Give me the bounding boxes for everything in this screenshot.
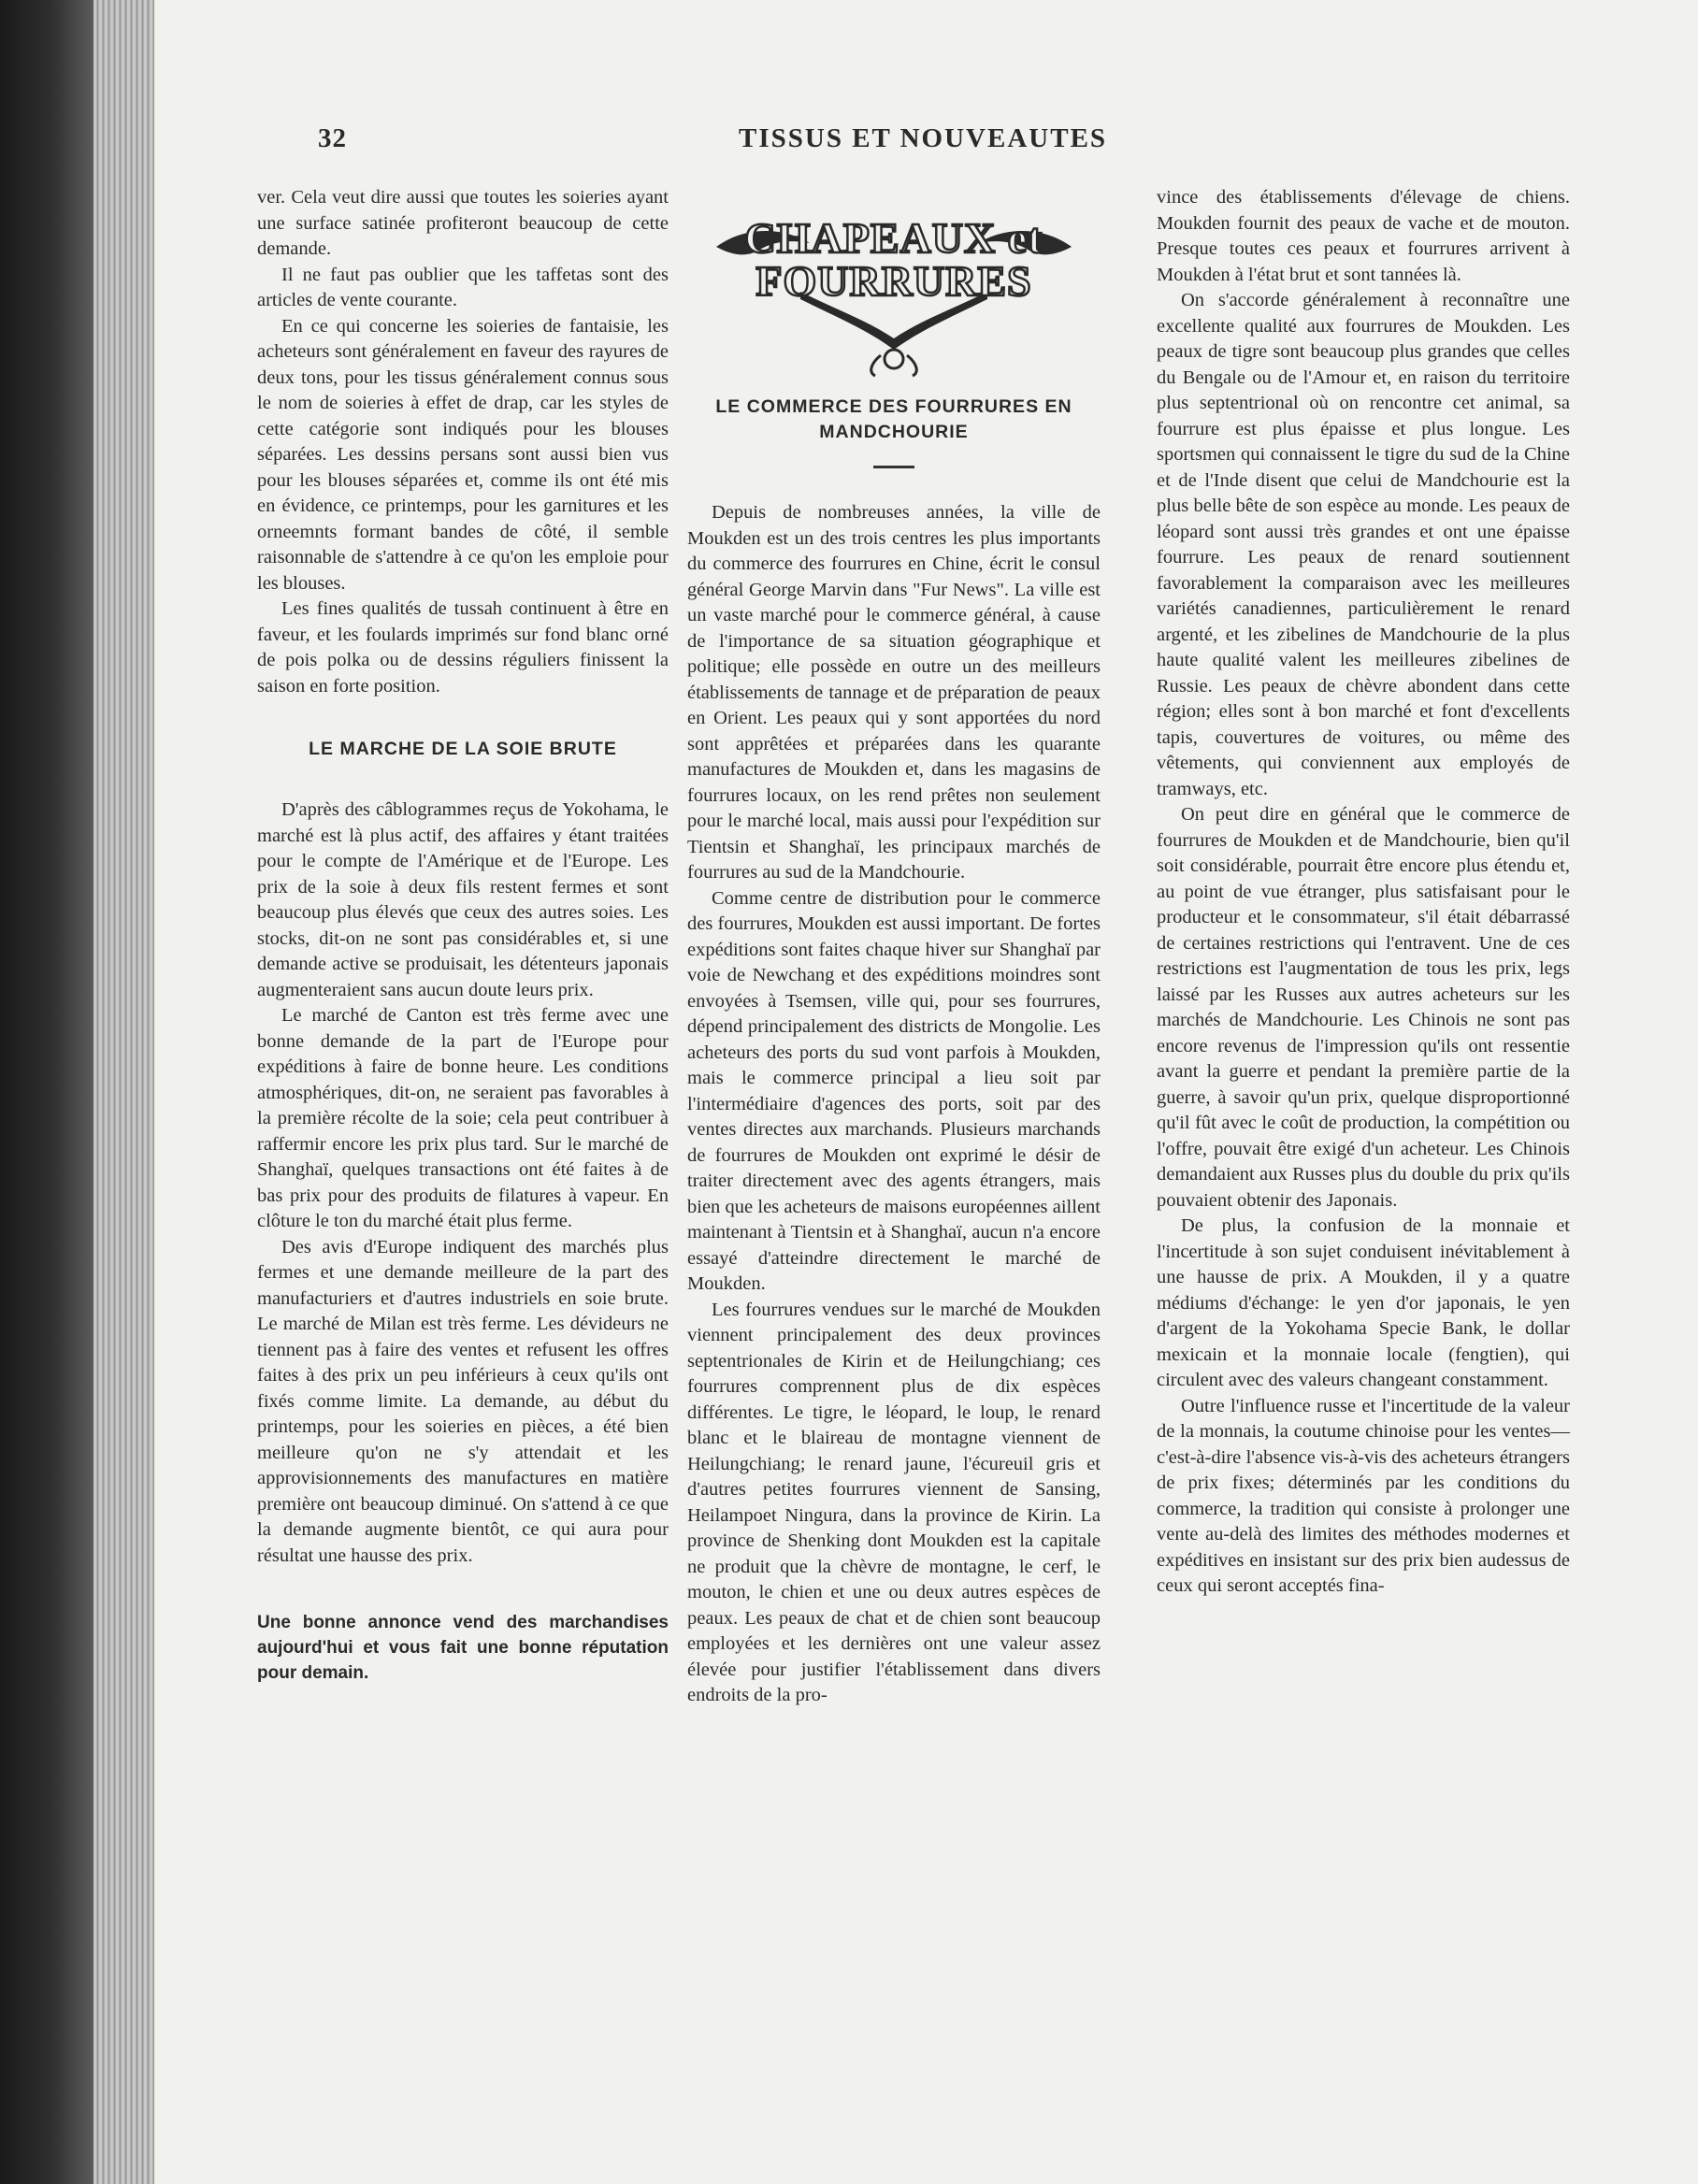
paragraph: On s'accorde généralement à reconnaître une excellente qualité aux fourrures de Moukden. Les peaux de tigre sont beaucoup plus grandes que celles du Bengale ou de l'Amour et, en raison du territoire plus septentrional où on rencontre cet animal, sa fourrure est plus épaisse et plus longue. Les sportsmen qui connaissent le tigre du sud de la Chine et de l'Inde disent que celui de Mandchourie est la plus belle bête de son espèce au monde. Les peaux de léopard sont aussi très grandes et ont une épaisse fourrure. Les peaux de renard soutiennent favorablement la comparaison avec les meilleures variétés canadiennes, particulièrement le renard argenté, et les zibelines de Mandchourie de la plus haute qualité valent les meilleures zibelines de Russie. Les peaux de chèvre abondent dans cette région; elles sont à bon marché et font d'excellents tapis, couvertures de voitures, ou même des vêtements, qui conviennent aux employés de tramways, etc. — [1157, 290, 1570, 799]
paragraph: Il ne faut pas oublier que les taffetas sont des articles de vente courante. — [257, 264, 669, 310]
paragraph: ver. Cela veut dire aussi que toutes les soieries ayant une surface satinée profiteront beaucoup de cette demande. — [257, 187, 669, 259]
paragraph: On peut dire en général que le commerce de fourrures de Moukden et de Mandchourie, bien qu'il soit considérable, pourrait être encore plus étendu et, au point de vue étranger, plus satisfaisant pour le producteur et le consommateur, s'il était débarrassé de certaines restrictions qui l'entravent. Une de ces restrictions est l'augmentation de tous les prix, legs laissé par les Russes aux autres acheteurs sur les marchés de Mandchourie. Les Chinois ne sont pas encore revenus de l'impression qu'ils ont ressentie avant la guerre et pendant la première partie de la guerre, à savoir qu'un prix, quelque disproportionné qu'il fût avec le coût de production, la compétition ou l'offre, pouvait être exigé d'un acheteur. Les Chinois demandaient aux Russes plus du double du prix qu'ils pouvaient obtenir des Japonais. — [1157, 804, 1570, 1211]
paragraph: De plus, la confusion de la monnaie et l'incertitude à son sujet conduisent inévitablement à une hausse de prix. A Moukden, il y a quatre médiums d'échange: le yen d'or japonais, le yen d'argent de la Yokohama Specie Bank, le dollar mexicain et la monnaie locale (fengtien), qui circulent avec des valeurs changeant constamment. — [1157, 1215, 1570, 1390]
paragraph: D'après des câblogrammes reçus de Yokohama, le marché est là plus actif, des affaires y étant traitées pour le compte de l'Amérique et de l'Europe. Les prix de la soie à deux fils restent fermes et sont beaucoup plus élevés que ceux des autres soies. Les stocks, dit-on ne sont pas considérables et, si une demande active se produisait, les détenteurs japonais augmenteraient sans aucun doute leurs prix. — [257, 799, 669, 1000]
ornamental-banner-graphic — [707, 198, 1081, 381]
section-title-soie-brute: LE MARCHE DE LA SOIE BRUTE — [309, 739, 617, 759]
page-header — [318, 123, 1281, 161]
paragraph: Comme centre de distribution pour le commerce des fourrures, Moukden est aussi important. De fortes expéditions sont faites chaque hiver sur Shanghaï par voie de Newchang et des expéditions moindres sont envoyées à Tsemsen, ville qui, pour ses fourrures, dépend principalement des districts de Mongolie. Les acheteurs des ports du sud vont parfois à Moukden, mais le commerce principal a lieu soit par l'intermédiaire d'agences des ports, soit par des ventes directes aux marchands. Plusieurs marchands de fourrures de Moukden ont exprimé le désir de traiter directement avec des agents étrangers, mais bien que les acheteurs de maisons européennes aillent maintenant à Tientsin et à Shanghaï, aucun n'a encore essayé d'atteindre directement le marché de Moukden. — [687, 887, 1101, 1294]
running-title: TISSUS ET NOUVEAUTES — [739, 123, 1108, 153]
advertisement-slogan: Une bonne annonce vend des marchandises aujourd'hui et vous fait une bonne réputation pour demain. — [257, 1613, 669, 1683]
paragraph: Le marché de Canton est très ferme avec une bonne demande de la part de l'Europe pour expéditions à faire de bonne heure. Les conditions atmosphériques, dit-on, ne seraient pas favorables à la première récolte de la soie; cela peut contribuer à raffermir encore les prix plus tard. Sur le marché de Shanghaï, quelques transactions ont été faites à de bas prix pour des produits de filatures à vapeur. En clôture le ton du marché était plus ferme. — [257, 1005, 669, 1231]
column-right — [1157, 185, 1570, 1600]
magazine-page — [154, 0, 1698, 2184]
paragraph: Les fines qualités de tussah continuent à être en faveur, et les foulards imprimés sur fond blanc orné de pois polka ou de dessins réguliers finissent la saison en forte position. — [257, 598, 669, 697]
paragraph: Les fourrures vendues sur le marché de Moukden viennent principalement des deux provinces septentrionales de Kirin et de Heilungchiang; ces fourrures comprennent plus de dix espèces différentes. Le tigre, le léopard, le loup, le renard blanc et le blaireau de montagne viennent de Heilungchiang; le renard jaune, l'écureuil gris et d'autres petites fourrures viennent de Sansing, Heilampoet Ningura, dans la province de Kirin. La province de Shenking dont Moukden est la capitale ne produit que la chèvre de montagne, le cerf, le mouton, le chien et une ou deux autres espèces de peaux. Les peaux de chat et de chien sont beaucoup employées et les dernières ont une valeur assez élevée pour justifier l'établissement dans divers endroits de la pro- — [687, 1299, 1101, 1705]
section-divider — [873, 466, 914, 468]
section-title-fourrures: LE COMMERCE DES FOURRURES EN MANDCHOURIE — [715, 396, 1072, 442]
paragraph: vince des établissements d'élevage de chiens. Moukden fournit des peaux de vache et de mouton. Presque toutes ces peaux et fourrures arrivent à Moukden à l'état brut et sont tannées là. — [1157, 187, 1570, 285]
banner-line-1: CHAPEAUX et — [744, 214, 1043, 262]
column-left — [257, 185, 669, 1686]
paragraph: Depuis de nombreuses années, la ville de Moukden est un des trois centres les plus importants du commerce des fourrures en Chine, écrit le consul général George Marvin dans "Fur News". La ville est un vaste marché pour le commerce général, à cause de l'importance de sa situation géographique et politique; elle possède en outre un des meilleurs établissements de tannage et de préparation de peaux en Orient. Les peaux qui y sont apportées du nord sont apprêtées et préparées dans les quarante manufactures de Moukden et, dans les magasins de fourrures locaux, on les rend prêtes non seulement pour le marché local, mais aussi pour l'expédition sur Tientsin et Shanghaï, les principaux marchés de fourrures au sud de la Mandchourie. — [687, 502, 1101, 883]
page-number: 32 — [318, 123, 347, 153]
column-middle — [687, 185, 1101, 1709]
paragraph: Des avis d'Europe indiquent des marchés plus fermes et une demande meilleure de la part des manufacturiers et d'autres industriels en soie brute. Le marché de Milan est très ferme. Les dévideurs ne tiennent pas à faire des ventes et refusent les offres faites à des prix un peu inférieurs à ceux qu'ils ont fixés comme limite. La demande, au début du printemps, pour les soieries en pièces, a été bien meilleure qu'on ne s'y attendait et les approvisionnements des manufactures en matière première ont beaucoup diminué. On s'attend à ce que la demande augmente bientôt, ce qui aura pour résultat une hausse des prix. — [257, 1236, 669, 1566]
banner-line-2: FOURRURES — [755, 257, 1032, 305]
chapeaux-fourrures-banner — [687, 198, 1101, 385]
paragraph: Outre l'influence russe et l'incertitude de la valeur de la monnais, la coutume chinoise pour les ventes—c'est-à-dire l'absence vis-à-vis des acheteurs étrangers de prix fixes; déterminés par les conditions du commerce, la tradition qui consiste à prolonger une vente au-delà des limites des méthodes modernes et expéditives en insistant sur des prix bien audessus de ceux qui seront acceptés fina- — [1157, 1395, 1570, 1596]
paragraph: En ce qui concerne les soieries de fantaisie, les acheteurs sont généralement en faveur des rayures de deux tons, pour les tissus généralement connus sous le nom de soieries à effet de drap, car les styles de cette catégorie sont indiqués pour les blouses séparées. Les dessins persans sont aussi bien vus pour les blouses séparées et, comme ils ont été mis en évidence, ce printemps, pour les garnitures et les orneemnts formant bandes de côté, il semble raisonnable de s'attendre à ce qu'on les emploie pour les blouses. — [257, 315, 669, 594]
